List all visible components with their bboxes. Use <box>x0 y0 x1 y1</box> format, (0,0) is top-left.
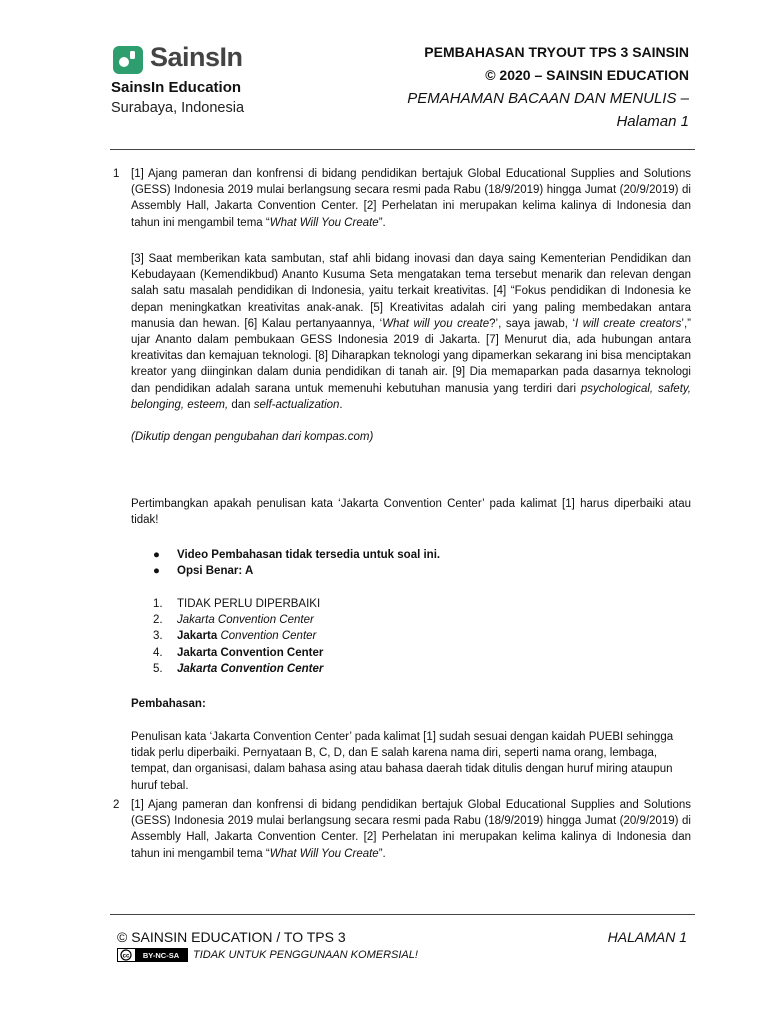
header-subject: PEMAHAMAN BACAAN DAN MENULIS – <box>407 90 689 107</box>
question-number: 2 <box>113 799 120 811</box>
logo-text: SainsIn <box>150 42 243 72</box>
cc-license-icon <box>117 948 188 962</box>
video-note: Video Pembahasan tidak tersedia untuk soal ini. <box>177 549 441 561</box>
footer-copyright: © SAINSIN EDUCATION / TO TPS 3 <box>117 929 346 945</box>
footer-divider <box>110 914 695 915</box>
header-copyright: © 2020 – SAINSIN EDUCATION <box>485 67 689 83</box>
passage-paragraph-2: [3] Saat memberikan kata sambutan, staf ahli bidang inovasi dan daya saing Kementerian Pendidikan dan Kebudayaan (Kemendikbud) Ananto Kusuma Seta mengatakan tema tersebut menarik dan relevan dengan salah satu masalah pendidikan di Indonesia, yaitu terkait kreativitas. [4] “Fokus pendidikan di Indonesia ke depan meningkatkan kreativitas anak-anak. [5] Kreativitas adalah ciri yang paling membedakan antara manusia dan hewan. [6] Kalau pertanyaannya, ‘What will you create?’, saya jawab, ‘I will create creators’,” ujar Ananto dalam pembukaan GESS Indonesia 2019 di Jakarta. [7] Menurut dia, ada hubungan antara kreativitas dan kemajuan teknologi. [8] Diharapkan teknologi yang dipamerkan sekarang ini bisa menciptakan kreator yang diinginkan dalam dunia pendidikan di tanah air. [9] Dia memaparkan pada dasarnya teknologi dan pendidikan adalah sarana untuk memenuhi kebutuhan manusia yang terdiri dari psychological, safety, belonging, esteem, dan self-actualization. <box>131 253 691 411</box>
svg-text:BY-NC-SA: BY-NC-SA <box>142 951 180 960</box>
bullet-icon: ● <box>153 565 160 577</box>
option-a: TIDAK PERLU DIPERBAIKI <box>177 598 321 610</box>
discussion-text: Penulisan kata ‘Jakarta Convention Center’ pada kalimat [1] sudah sesuai dengan kaidah PUEBI sehingga tidak perlu diperbaiki. Pernyataan B, C, D, dan E salah karena nama diri, seperti nama orang, lembaga, tempat, dan organisasi, dalam bahasa asing atau bahasa daerah tidak ditulis dengan huruf miring ataupun huruf tebal. <box>131 731 674 792</box>
discussion-label: Pembahasan: <box>131 698 206 710</box>
option-number: 1. <box>153 598 163 610</box>
passage-paragraph-1: [1] Ajang pameran dan konfrensi di bidang pendidikan bertajuk Global Educational Supplies and Solutions (GESS) Indonesia 2019 mulai berlangsung secara resmi pada Rabu (18/9/2019) hingga Jumat (20/9/2019) di Assembly Hall, Jakarta Convention Center. [2] Perhelatan ini merupakan kelima kalinya di Indonesia dan tahun ini mengambil tema “What Will You Create”. <box>131 168 691 229</box>
sainsin-logo-icon <box>113 46 143 74</box>
option-number: 2. <box>153 614 163 626</box>
option-c: Jakarta Convention Center <box>177 630 317 642</box>
option-number: 5. <box>153 663 163 675</box>
option-number: 4. <box>153 647 163 659</box>
header-page: Halaman 1 <box>616 113 689 130</box>
header-divider <box>110 149 695 150</box>
footer-page: HALAMAN 1 <box>607 929 687 945</box>
header-title: PEMBAHASAN TRYOUT TPS 3 SAINSIN <box>424 44 689 60</box>
question-text: Pertimbangkan apakah penulisan kata ‘Jakarta Convention Center’ pada kalimat [1] harus diperbaiki atau tidak! <box>131 498 691 527</box>
option-d: Jakarta Convention Center <box>177 647 324 659</box>
option-b: Jakarta Convention Center <box>177 614 314 626</box>
correct-option: Opsi Benar: A <box>177 565 254 577</box>
option-e: Jakarta Convention Center <box>177 663 324 675</box>
question-number: 1 <box>113 168 120 180</box>
org-name: SainsIn Education <box>111 79 242 96</box>
footer-note: TIDAK UNTUK PENGGUNAAN KOMERSIAL! <box>193 949 418 961</box>
passage-paragraph-1: [1] Ajang pameran dan konfrensi di bidang pendidikan bertajuk Global Educational Supplies and Solutions (GESS) Indonesia 2019 mulai berlangsung secara resmi pada Rabu (18/9/2019) hingga Jumat (20/9/2019) di Assembly Hall, Jakarta Convention Center. [2] Perhelatan ini merupakan kelima kalinya di Indonesia dan tahun ini mengambil tema “What Will You Create”. <box>131 799 691 860</box>
org-city: Surabaya, Indonesia <box>111 100 245 116</box>
svg-text:cc: cc <box>122 953 130 960</box>
passage-source: (Dikutip dengan pengubahan dari kompas.com) <box>131 431 374 443</box>
bullet-icon: ● <box>153 549 160 561</box>
option-number: 3. <box>153 630 163 642</box>
